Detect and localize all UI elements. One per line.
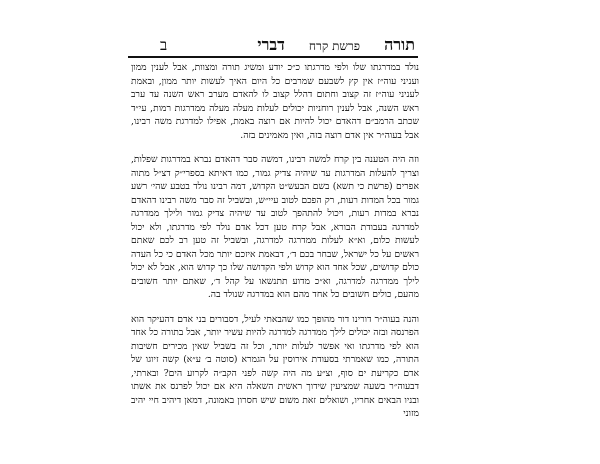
main-text xyxy=(131,61,419,421)
parsha-name: פרשת קרח xyxy=(308,39,361,53)
paragraph: והנה בעוה״ר דורינו דור מהופך כמו שהבאתי לעיל, דסבורים בני אדם דהעיקר הוא הפרנסה ובזה יכולים לילך ממדרגה למדרגה להיות עשיר יותר, אבל בתורה כל אחד הוא לפי מדרגתו ואי אפשר לעלות יותר, וכל זה בשביל שאין מכירים חשיבות התורה, כמו שאמרתי בסעודת אירוסין על הגמרא (סוטה ב׳ ע״א) קשה זיוגו של אדם כקריעת ים סוף, וצ״ע מה היה קשה לפני הקב״ה לקרוע הים? ובארתי, דבעוה״ר בשעה שמציעין שידוך ראשית השאלה היא אם יכול לפרנס את אשתו ובניו הבאים אחריו, ושואלים זאת משום שיש חסרון באמונה, דמאן דיהיב חיי יהיב מזוני xyxy=(131,313,419,419)
page-letter: ב xyxy=(160,36,168,54)
paragraph: וזה היה הטענה בין קרח למשה רבינו, דמשה סבר דהאדם נברא במדרגות שפלות, וצריך להעלות המדרגות עד שיהיה צדיק גמור, כמו דאיתא בספרי״ק דצ״ל מתוה אפרים (פרשת כי תשא) בשם הבעש״ט הקדוש, דמה רבינו נולד בטבע שהי׳ רשע גמור בכל המדות רעות, רק הפכם לטוב עיי״ש, ובשביל זה סבר משה רבינו דהאדם נברא במדות רעות, ויכול להתהפך לטוב עד שיהיה צדיק גמור ולילך ממדרגה למדרגה בעבודת הבורא, אבל קרח טען דכל אדם נולד לפי מדרגתו, ולא יכול לעשות כלום, וא״א לעלות ממדרגה למדרגה, ובשביל זה טען רב לכם שאתם ראשים על כל ישראל, שבחר בכם ד׳, דבאמת איזכם יותר מכל האדם כי כל העדה כולם קדושים, שכל אחד הוא קדוש ולפי הקדושה שלו כך קדוש הוא, אבל לא יכול לילך ממדרגה למדרגה, וא״כ מדוע תתנשאו על קהל ד׳, שאתם יותר חשובים מהעם, כולים חשובים כל אחד מהם הוא במדרגה שנולד בה. xyxy=(131,154,419,300)
book-title: תורה xyxy=(384,35,415,54)
header-rule xyxy=(128,56,418,58)
running-header xyxy=(205,35,415,55)
paragraph: נולד במדרגתו שלו ולפי מדרגתו כ״כ יודע ומשיג תורה ומצוות, אבל לענין ממון ועניני עוה״ז אין קץ לשבעם שמרבים כל היום האיך לעשות יותר ממון, ובאמת לעניני עוה״ז זה קצוב וחתום דהלל קצוב לו להאדם מערב ראש השנה עד ערב ראש השנה, אבל לענין רוחניות יכולים לעלות מעלה מעלה ממדרגות רמות, עי״ד שכתב הרמב״ם דהאדם יכול להיות אם רוצה באמת, אפילו למדרגת משה רבינו, אבל בעוה״ר אין אדם רוצה בזה, ואין מאמינים בזה. xyxy=(131,62,419,141)
book-word: דברי xyxy=(257,35,285,54)
